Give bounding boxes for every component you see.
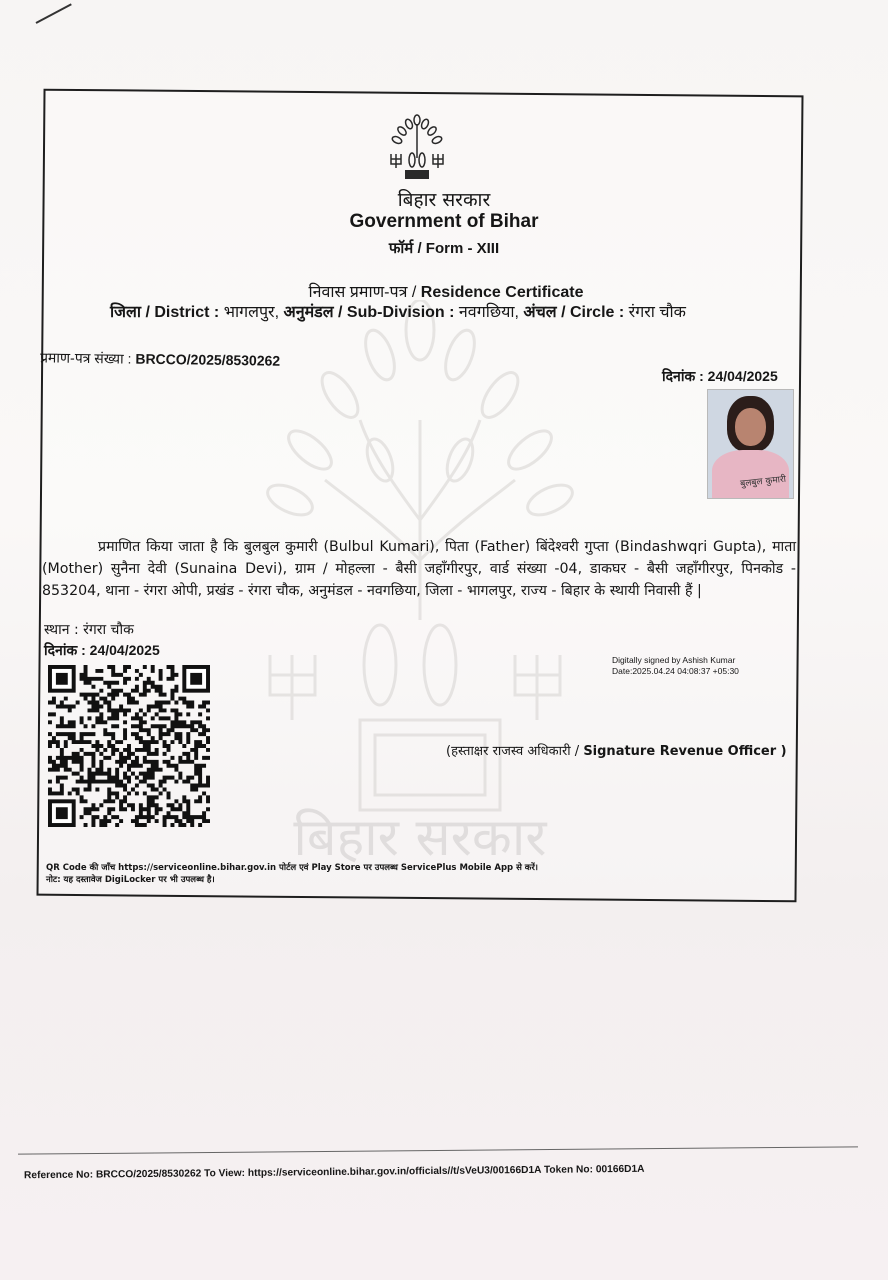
certificate-number-label: प्रमाण-पत्र संख्या : [39, 349, 132, 367]
photo-face [735, 408, 766, 446]
title-hindi: बिहार सरकार [397, 189, 491, 211]
title-english: Government of Bihar [349, 211, 539, 232]
issue-date [44, 641, 160, 660]
certificate-date [662, 367, 778, 386]
qr-verification-note [46, 862, 538, 886]
certificate-type-english: Residence Certificate [420, 284, 584, 301]
bihar-emblem-icon [385, 114, 449, 182]
watermark-text: बिहार सरकार [293, 808, 547, 868]
issue-date-label: दिनांक : [44, 642, 86, 658]
certificate-date-label: दिनांक : [662, 368, 704, 384]
digital-signature-date: Date:2025.04.24 04:08:37 +05:30 [612, 666, 739, 676]
subdivision-value: नवगछिया, [458, 304, 519, 321]
footer-divider [18, 1146, 858, 1154]
signature-officer [446, 741, 787, 759]
issue-date-value: 24/04/2025 [89, 642, 160, 658]
signature-officer-hindi: (हस्ताक्षर राजस्व अधिकारी / [446, 744, 580, 759]
qr-note-line: QR Code की जाँच https://serviceonline.bihar.gov.in पोर्टल एवं Play Store पर उपलब्ध ServicePlus Mobile App से करें। [46, 863, 539, 873]
certificate-number-value: BRCCO/2025/8530262 [135, 350, 281, 369]
photo-signature: बुलबुल कुमारी [739, 474, 787, 490]
pen-mark [36, 3, 72, 24]
certificate-type [2, 280, 888, 302]
district-value: भागलपुर, [223, 304, 280, 321]
issue-place-value: रंगरा चौक [83, 622, 134, 638]
reference-line: Reference No: BRCCO/2025/8530262 To View: https://serviceonline.bihar.gov.in/officials//t/sVeU3/00166D1A Token No: 00166D1A [23, 1163, 645, 1182]
circle-value: रंगरा चौक [628, 304, 686, 321]
district-label: जिला / District : [110, 304, 220, 321]
issue-place [44, 620, 134, 639]
digital-signature [612, 655, 739, 677]
certificate-type-hindi: निवास प्रमाण-पत्र / [308, 284, 417, 301]
form-number: फॉर्म / Form - XIII [388, 240, 500, 257]
digilocker-note-line: नोट: यह दस्तावेज DigiLocker पर भी उपलब्ध है। [46, 875, 215, 885]
qr-code[interactable] [48, 665, 210, 827]
certificate-number [40, 348, 280, 370]
jurisdiction-line [110, 300, 686, 322]
signature-officer-english: Signature Revenue Officer ) [583, 744, 787, 759]
digital-signature-signer: Digitally signed by Ashish Kumar [612, 655, 736, 665]
subdivision-label: अनुमंडल / Sub-Division : [283, 304, 455, 321]
certificate-date-value: 24/04/2025 [707, 368, 778, 384]
issue-place-label: स्थान : [44, 622, 79, 638]
applicant-photo [707, 389, 794, 499]
circle-label: अंचल / Circle : [523, 304, 625, 321]
certificate-body: प्रमाणित किया जाता है कि बुलबुल कुमारी (Bulbul Kumari), पिता (Father) बिंदेश्वरी गुप्ता (Bindashwqri Gupta), माता (Mother) सुनैना देवी (Sunaina Devi), ग्राम / मोहल्ला - बैसी जहाँगीरपुर, वार्ड संख्या -04, डाकघर - बैसी जहाँगीरपुर, पिनकोड - 853204, थाना - रंगरा ओपी, प्रखंड - रंगरा चौक, अनुमंडल - नवगछिया, जिला - भागलपुर, राज्य - बिहार के स्थायी निवासी हैं | [42, 539, 796, 599]
